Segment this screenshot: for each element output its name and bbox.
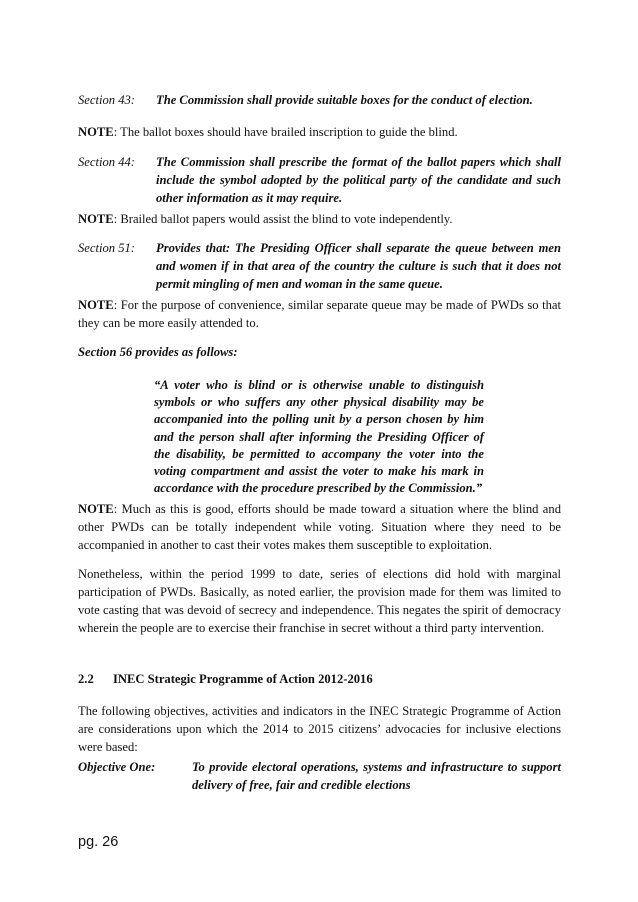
- section-43: [78, 91, 561, 109]
- note-2: [78, 210, 561, 228]
- heading-title: INEC Strategic Programme of Action 2012-2016: [113, 672, 373, 686]
- section-text: Provides that: The Presiding Officer shall separate the queue between men and women if in that area of the country the culture is such that it does not permit mingling of men and woman in the same queue.: [156, 241, 561, 291]
- heading-number: 2.2: [78, 672, 94, 686]
- note-text: : For the purpose of convenience, similar separate queue may be made of PWDs so that they can be more easily attended to.: [78, 298, 561, 330]
- section-56-heading: Section 56 provides as follows:: [78, 345, 238, 359]
- objective-label: Objective One:: [78, 760, 156, 774]
- paragraph-objectives: The following objectives, activities and indicators in the INEC Strategic Programme of Action are considerations upon which the 2014 to 2015 citizens’ advocacies for inclusive elections were based:: [78, 704, 561, 754]
- section-56-quote: “A voter who is blind or is otherwise unable to distinguish symbols or who suffers any other physical disability may be accompanied into the polling unit by a person chosen by him and the person shall after informing the Presiding Officer of the disability, be permitted to accompany the voter into the voting compartment and assist the voter to make his mark in accordance with the procedure prescribed by the Commission.”: [154, 378, 484, 496]
- objective-text: To provide electoral operations, systems and infrastructure to support delivery of free, fair and credible elections: [192, 760, 561, 792]
- note-3: [78, 296, 561, 332]
- section-51: [78, 239, 561, 293]
- section-text: The Commission shall provide suitable boxes for the conduct of election.: [156, 93, 533, 107]
- objective-one: [78, 758, 561, 794]
- note-text: : The ballot boxes should have brailed inscription to guide the blind.: [113, 125, 458, 139]
- note-label: NOTE: [78, 212, 114, 226]
- section-44: [78, 153, 561, 207]
- note-4: [78, 500, 561, 554]
- page-number: pg. 26: [78, 834, 119, 850]
- section-text: The Commission shall prescribe the format of the ballot papers which shall include the symbol adopted by the political party of the candidate and such other information as it may require.: [156, 155, 561, 205]
- note-1: [78, 123, 561, 141]
- section-heading-2-2: [78, 670, 561, 688]
- section-label: Section 44:: [78, 155, 136, 169]
- note-text: : Brailed ballot papers would assist the blind to vote independently.: [113, 212, 453, 226]
- section-label: Section 51:: [78, 241, 136, 255]
- paragraph-nonetheless: Nonetheless, within the period 1999 to date, series of elections did hold with marginal participation of PWDs. Basically, as noted earlier, the provision made for them was limited to vote casting that was devoid of secrecy and independence. This negates the spirit of democracy wherein the people are to exercise their franchise in secret without a third party intervention.: [78, 567, 561, 635]
- note-text: : Much as this is good, efforts should be made toward a situation where the blind and other PWDs can be totally independent while voting. Situation where they need to be accompanied in another to cast their votes makes them susceptible to exploitation.: [78, 502, 561, 552]
- note-label: NOTE: [78, 298, 114, 312]
- note-label: NOTE: [78, 502, 114, 516]
- note-label: NOTE: [78, 125, 114, 139]
- section-label: Section 43:: [78, 93, 136, 107]
